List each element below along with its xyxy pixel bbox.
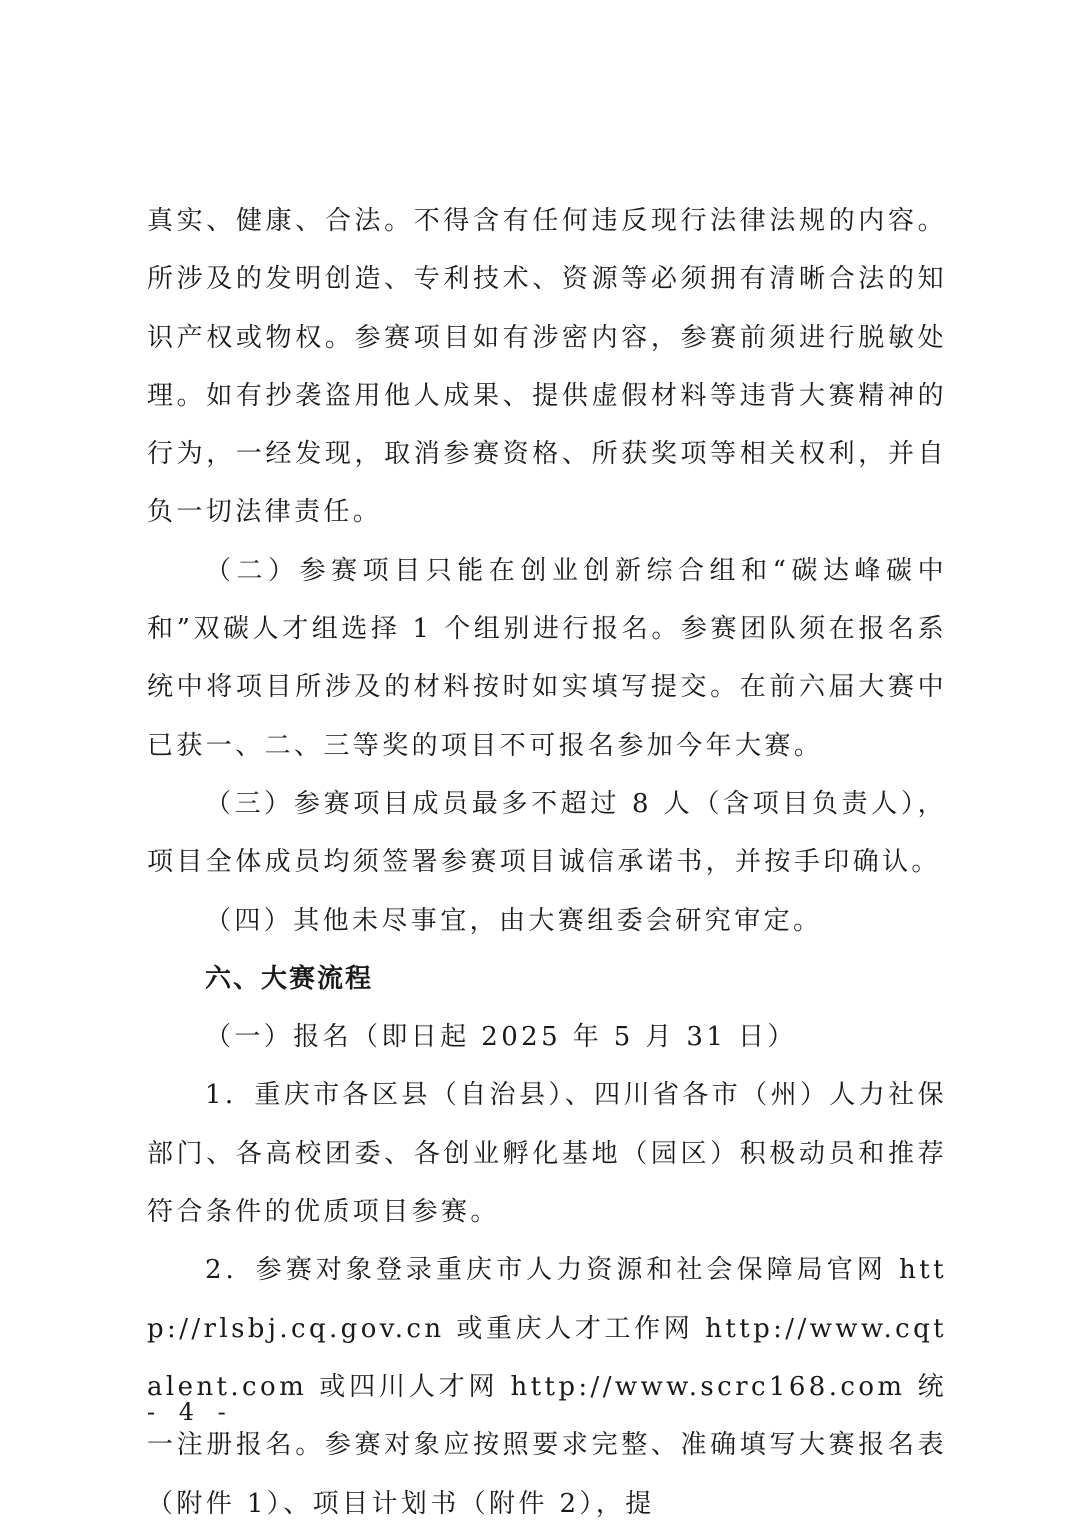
- paragraph-integrity-clause: 真实、健康、合法。不得含有任何违反现行法律法规的内容。所涉及的发明创造、专利技术、资源等必须拥有清晰合法的知识产权或物权。参赛项目如有涉密内容，参赛前须进行脱敏处理。如有抄袭盗用他人成果、提供虚假材料等违背大赛精神的行为，一经发现，取消参赛资格、所获奖项等相关权利，并自负一切法律责任。: [147, 206, 947, 528]
- paragraph-item-four: （四）其他未尽事宜，由大赛组委会研究审定。: [205, 905, 823, 936]
- paragraph-step-one: 1．重庆市各区县（自治县）、四川省各市（州）人力社保部门、各高校团委、各创业孵化基地（园区）积极动员和推荐符合条件的优质项目参赛。: [147, 1080, 947, 1228]
- document-body: [147, 192, 947, 1533]
- paragraph-step-two: 2．参赛对象登录重庆市人力资源和社会保障局官网 http://rlsbj.cq.gov.cn 或重庆人才工作网 http://www.cqtalent.com 或四川人才网 http://www.scrc168.com 统一注册报名。参赛对象应按照要求完整、准确填写大赛报名表（附件 1）、项目计划书（附件 2），提: [147, 1255, 947, 1519]
- section-heading-competition-process: 六、大赛流程: [205, 963, 374, 994]
- subheading-registration: （一）报名（即日起 2025 年 5 月 31 日）: [205, 1022, 797, 1053]
- page-number: - 4 -: [147, 1398, 234, 1426]
- paragraph-item-two: （二）参赛项目只能在创业创新综合组和“碳达峰碳中和”双碳人才组选择 1 个组别进行报名。参赛团队须在报名系统中将项目所涉及的材料按时如实填写提交。在前六届大赛中已获一、二、三等奖的项目不可报名参加今年大赛。: [147, 555, 947, 761]
- paragraph-item-three: （三）参赛项目成员最多不超过 8 人（含项目负责人），项目全体成员均须签署参赛项目诚信承诺书，并按手印确认。: [147, 788, 947, 878]
